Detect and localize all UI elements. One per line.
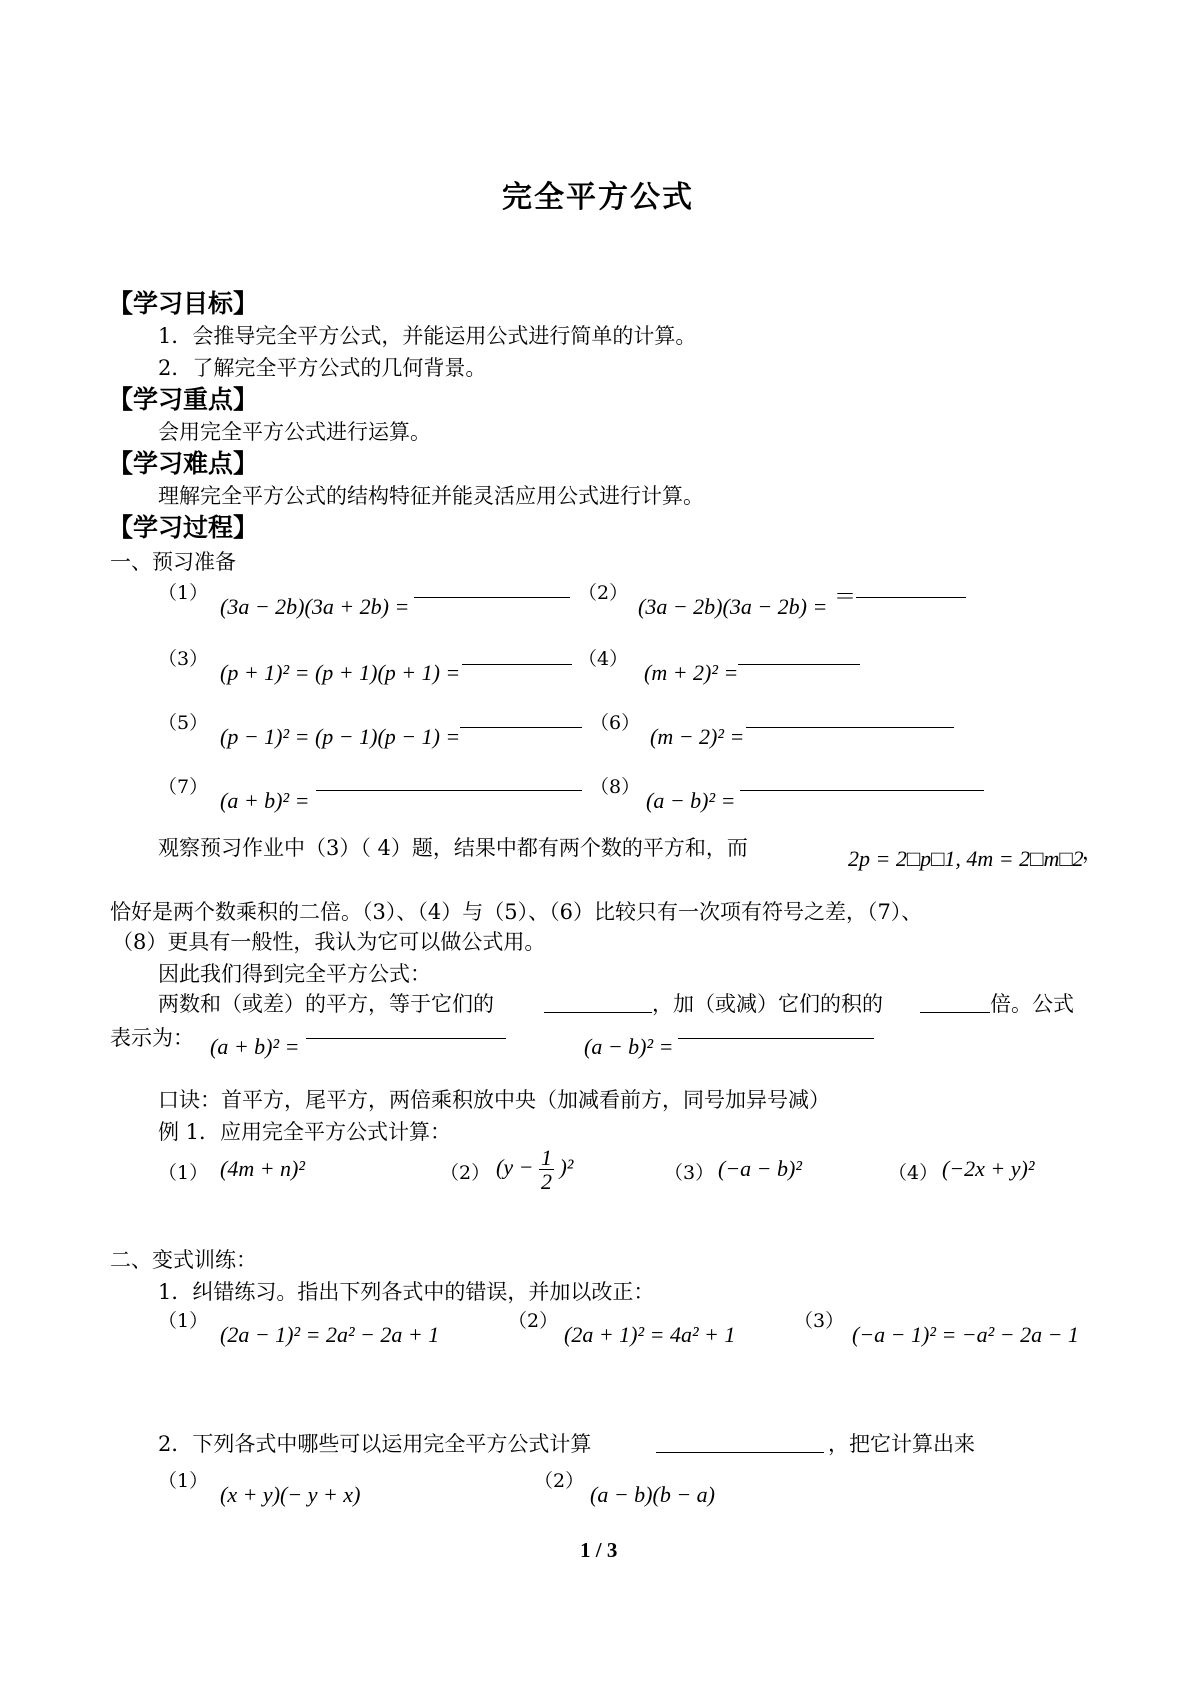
key-points-heading: 【学习重点】 (108, 385, 259, 414)
item-number: （1） (158, 582, 209, 604)
prep-heading: 一、预习准备 (110, 550, 236, 574)
objective-item: 1．会推导完全平方公式，并能运用公式进行简单的计算。 (158, 324, 697, 348)
question-title: 2．下列各式中哪些可以运用完全平方公式计算 (158, 1432, 592, 1456)
answer-blank (656, 1452, 824, 1453)
rule-text: 倍。公式 (990, 992, 1074, 1016)
answer-blank (462, 664, 572, 665)
math-expression: (−a − b)² (718, 1156, 802, 1181)
item-number: （3） (664, 1162, 715, 1184)
math-expression: (3a − 2b)(3a − 2b) = (638, 594, 828, 619)
item-number: （3） (158, 648, 209, 670)
answer-blank (460, 727, 582, 728)
equals-sign: ＝ (834, 584, 857, 609)
math-expression: 2p = 2□p□1, 4m = 2□m□2 (848, 846, 1084, 871)
therefore-text: 因此我们得到完全平方公式： (158, 962, 431, 986)
example-title: 例 1．应用完全平方公式计算： (158, 1120, 452, 1144)
item-number: （1） (158, 1470, 209, 1492)
item-number: （7） (158, 776, 209, 798)
answer-blank (678, 1038, 874, 1039)
observation-text: 恰好是两个数乘积的二倍。（3）、（4）与（5）、（6）比较只有一次项有符号之差，（7）、 (110, 900, 923, 924)
item-number: （4） (888, 1162, 939, 1184)
observation-text: 观察预习作业中（3）（ 4）题，结果中都有两个数的平方和，而 (158, 836, 748, 860)
page-title: 完全平方公式 (502, 180, 694, 215)
math-expression: (2a + 1)² = 4a² + 1 (564, 1322, 736, 1347)
expr-part: (y − (496, 1154, 534, 1180)
numerator: 1 (540, 1145, 552, 1170)
rule-text: 两数和（或差）的平方，等于它们的 (158, 992, 494, 1016)
item-number: （2） (440, 1162, 491, 1184)
rule-text: 表示为： (110, 1026, 194, 1050)
item-number: （1） (158, 1310, 209, 1332)
mnemonic-text: 口诀：首平方，尾平方，两倍乘积放中央（加减看前方，同号加异号减） (158, 1088, 830, 1112)
answer-blank (316, 790, 582, 791)
math-expression: (a − b)² = (646, 788, 736, 813)
answer-blank (414, 597, 570, 598)
denominator: 2 (540, 1169, 552, 1195)
rule-text: ，加（或减）它们的积的 (652, 992, 883, 1016)
question-title: ，把它计算出来 (828, 1432, 975, 1456)
difficulties-text: 理解完全平方公式的结构特征并能灵活应用公式进行计算。 (158, 484, 704, 508)
math-expression: (a − b)(b − a) (590, 1482, 715, 1507)
answer-blank (746, 727, 954, 728)
item-number: （6） (590, 712, 641, 734)
math-expression: (−a − 1)² = −a² − 2a − 1 (852, 1322, 1079, 1347)
answer-blank (856, 597, 966, 598)
math-expression: (a + b)² = (220, 788, 310, 813)
item-number: （4） (578, 648, 629, 670)
observation-text: （8）更具有一般性，我认为它可以做公式用。 (112, 930, 546, 954)
variants-heading: 二、变式训练： (110, 1248, 257, 1272)
fraction (539, 1146, 554, 1193)
item-number: （3） (794, 1310, 845, 1332)
expr-part: )² (559, 1154, 574, 1180)
math-expression: (p + 1)² = (p + 1)(p + 1) = (220, 660, 461, 685)
objective-item: 2．了解完全平方公式的几何背景。 (158, 356, 487, 380)
difficulties-heading: 【学习难点】 (108, 449, 259, 478)
answer-blank (306, 1038, 506, 1039)
math-expression: (4m + n)² (220, 1156, 305, 1181)
objectives-heading: 【学习目标】 (108, 289, 259, 318)
math-expression: (−2x + y)² (942, 1156, 1035, 1181)
math-expression: (a + b)² = (210, 1034, 300, 1059)
item-number: （2） (508, 1310, 559, 1332)
math-expression: (2a − 1)² = 2a² − 2a + 1 (220, 1322, 440, 1347)
answer-blank (544, 1012, 652, 1013)
process-heading: 【学习过程】 (108, 513, 259, 542)
question-title: 1．纠错练习。指出下列各式中的错误，并加以改正： (158, 1280, 655, 1304)
math-expression: (p − 1)² = (p − 1)(p − 1) = (220, 724, 461, 749)
item-number: （1） (158, 1162, 209, 1184)
comma: ， (1082, 840, 1103, 864)
math-expression (496, 1146, 573, 1193)
math-expression: (3a − 2b)(3a + 2b) = (220, 594, 410, 619)
answer-blank (738, 664, 860, 665)
answer-blank (920, 1012, 990, 1013)
math-expression: (a − b)² = (584, 1034, 674, 1059)
answer-blank (740, 790, 984, 791)
math-expression: (m + 2)² = (644, 660, 739, 685)
math-expression: (x + y)(− y + x) (220, 1482, 361, 1507)
page-number: 1 / 3 (580, 1538, 618, 1562)
item-number: （8） (590, 776, 641, 798)
item-number: （2） (578, 582, 629, 604)
math-expression: (m − 2)² = (650, 724, 745, 749)
key-points-text: 会用完全平方公式进行运算。 (158, 420, 431, 444)
item-number: （5） (158, 712, 209, 734)
item-number: （2） (534, 1470, 585, 1492)
